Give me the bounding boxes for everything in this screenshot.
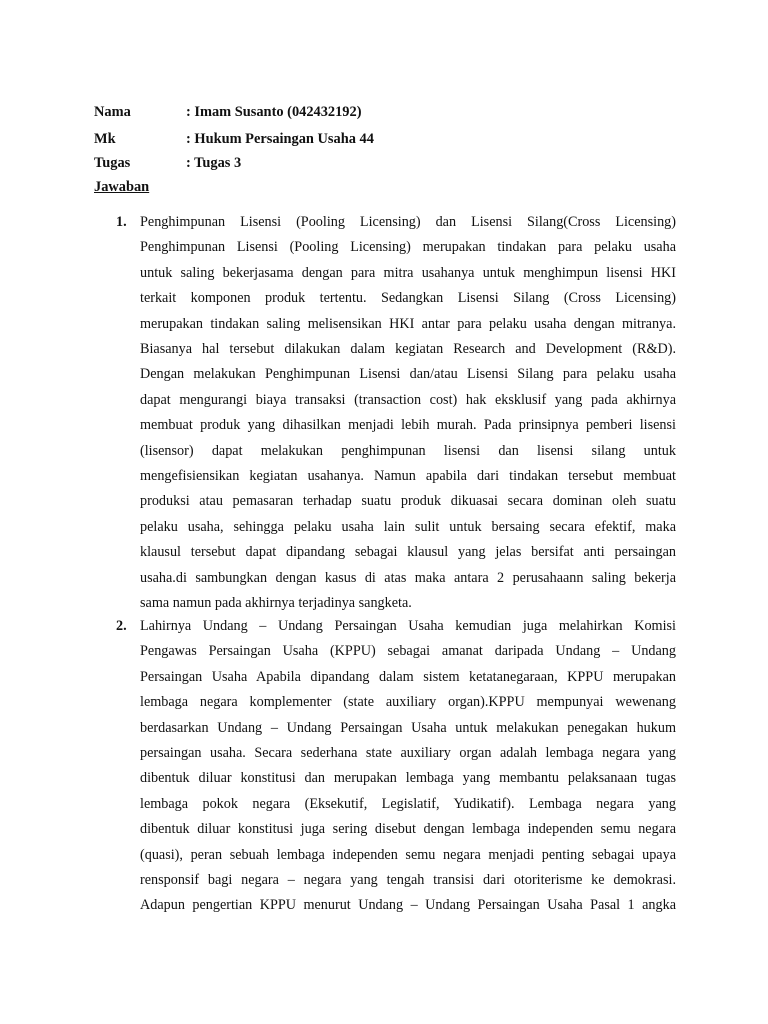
text-line: klausul tersebut dapat dipandang sebagai klausul yang jelas bersifat anti persaingan bbox=[140, 544, 676, 561]
header-value: : Hukum Persaingan Usaha 44 bbox=[186, 131, 374, 147]
text-line: sama namun pada akhirnya terjadinya sangketa. bbox=[140, 595, 412, 612]
answer-paragraph bbox=[140, 614, 676, 919]
text-line: dapat mengurangi biaya transaksi (transaction cost) hak eksklusif yang pada akhirnya bbox=[140, 391, 676, 408]
text-line: (lisensor) dapat melakukan penghimpunan lisensi dan lisensi silang untuk bbox=[140, 442, 676, 459]
text-line: usaha.di sambungkan dengan kasus di atas maka antara 2 perusahaann saling bekerja bbox=[140, 569, 676, 586]
text-line: persaingan usaha. Secara sederhana state auxiliary organ adalah lembaga negara yang bbox=[140, 745, 676, 762]
text-line: berdasarkan Undang – Undang Persaingan Usaha untuk melakukan penegakan hukum bbox=[140, 719, 676, 736]
text-line: Biasanya hal tersebut dilakukan dalam kegiatan Research and Development (R&D). bbox=[140, 341, 676, 358]
header-value: : Tugas 3 bbox=[186, 155, 242, 171]
text-line: produksi atau pemasaran terhadap suatu produk dikuasai secara dominan oleh suatu bbox=[140, 493, 676, 510]
header-label: Tugas bbox=[94, 155, 131, 171]
header-value: : Imam Susanto (042432192) bbox=[186, 104, 362, 120]
text-line: merupakan tindakan saling melisensikan HKI antar para pelaku usaha dengan mitranya. bbox=[140, 315, 676, 332]
header-label: Nama bbox=[94, 104, 131, 120]
text-line: Penghimpunan Lisensi (Pooling Licensing) dan Lisensi Silang(Cross Licensing) bbox=[140, 214, 676, 230]
section-title: Jawaban bbox=[94, 179, 150, 195]
text-line: untuk saling bekerjasama dengan para mitra usahanya untuk menghimpun lisensi HKI bbox=[140, 264, 676, 281]
text-line: membuat produk yang dihasilkan menjadi lebih murah. Pada prinsipnya pemberi lisensi bbox=[140, 417, 676, 434]
text-line: Penghimpunan Lisensi (Pooling Licensing) merupakan tindakan para pelaku usaha bbox=[140, 239, 676, 256]
header-label: Mk bbox=[94, 131, 116, 147]
text-line: mengefisiensikan kegiatan usahanya. Namun apabila dari tindakan tersebut membuat bbox=[140, 468, 676, 485]
text-line: pelaku usaha, sehingga pelaku usaha lain sulit untuk bersaing secara efektif, maka bbox=[140, 518, 676, 535]
text-line: Adapun pengertian KPPU menurut Undang – Undang Persaingan Usaha Pasal 1 angka bbox=[140, 897, 676, 914]
text-line: rensponsif bagi negara – negara yang tengah transisi dari otoriterisme ke demokrasi. bbox=[140, 872, 676, 889]
text-line: dibentuk diluar konstitusi dan merupakan lembaga yang membantu pelaksanaan tugas bbox=[140, 770, 676, 787]
answer-number: 1. bbox=[116, 214, 127, 230]
text-line: Persaingan Usaha Apabila dipandang dalam sistem ketatanegaraan, KPPU merupakan bbox=[140, 668, 676, 685]
text-line: Pengawas Persaingan Usaha (KPPU) sebagai amanat daripada Undang – Undang bbox=[140, 643, 676, 660]
text-line: dibentuk diluar konstitusi juga sering disebut dengan lembaga independen semu negara bbox=[140, 821, 676, 838]
text-line: Lahirnya Undang – Undang Persaingan Usaha kemudian juga melahirkan Komisi bbox=[140, 618, 676, 634]
answer-paragraph bbox=[140, 210, 676, 617]
answer-number: 2. bbox=[116, 618, 127, 634]
text-line: lembaga negara komplementer (state auxiliary organ).KPPU mempunyai wewenang bbox=[140, 694, 676, 711]
text-line: (quasi), peran sebuah lembaga independen semu negara menjadi penting sebagai upaya bbox=[140, 846, 676, 863]
text-line: terkait komponen produk tertentu. Sedangkan Lisensi Silang (Cross Licensing) bbox=[140, 290, 676, 307]
text-line: Dengan melakukan Penghimpunan Lisensi dan/atau Lisensi Silang para pelaku usaha bbox=[140, 366, 676, 383]
text-line: lembaga pokok negara (Eksekutif, Legislatif, Yudikatif). Lembaga negara yang bbox=[140, 795, 676, 812]
